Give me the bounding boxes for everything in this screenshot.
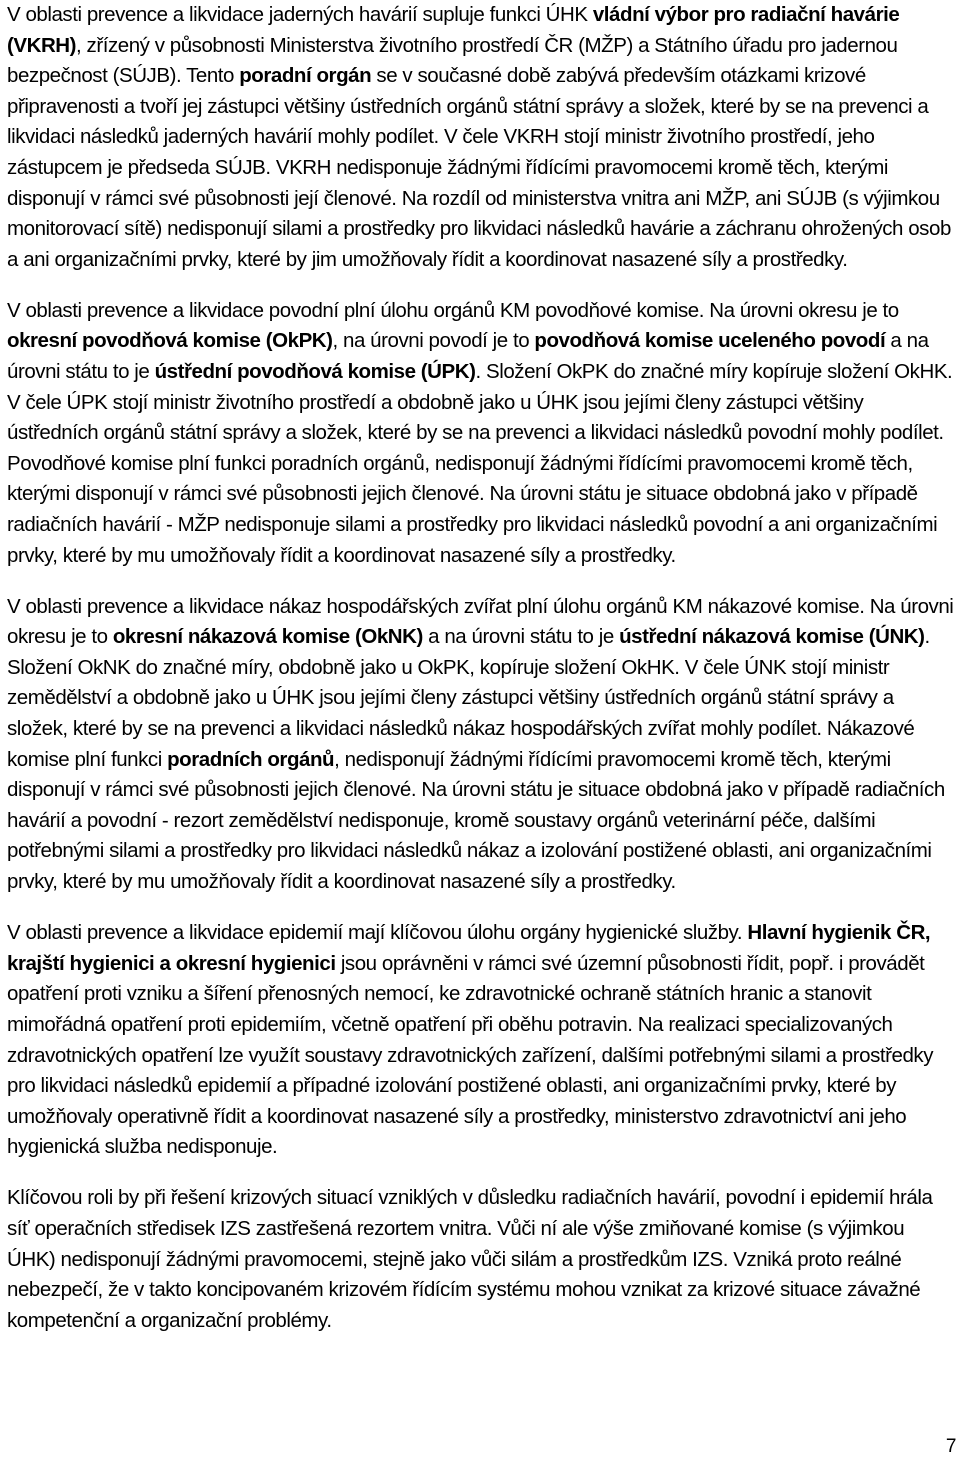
text-run-bold: ústřední nákazová komise (ÚNK) xyxy=(619,625,925,649)
text-run: V oblasti prevence a likvidace nákaz hospodářských zvířat plní úlohu orgánů KM nákazové komise. Na úrovni okresu je to xyxy=(7,594,954,649)
text-run: se v současné době zabývá především otázkami krizové připravenosti a tvoří jej zástupci většiny ústředních orgánů státní správy a složek, které by se na prevenci a likvidaci následků jaderných havárií mohly podílet. V čele VKRH stojí ministr životního prostředí, jeho zástupcem je předseda SÚJB. VKRH nedisponuje žádnými řídícími pravomocemi kromě těch, kterými disponují v rámci své působnosti její členové. Na rozdíl od ministerstva vnitra ani MŽP, ani SÚJB (s výjimkou monitorovací sítě) nedisponují silami a prostředky pro likvidaci následků havárie a záchranu ohrožených osob a ani organizačními prvky, které by jim umožňovaly řídit a koordinovat nasazené síly a prostředky. xyxy=(7,64,951,271)
text-run: . Složení OkNK do značné míry, obdobně jako u OkPK, kopíruje složení OkHK. V čele ÚNK stojí ministr zemědělství a obdobně jako u ÚHK jsou jejími členy zástupci většiny ústředních orgánů státní správy a složek, které by se na prevenci a likvidaci následků nákaz hospodářských zvířat mohly podílet. Nákazové komise plní funkci xyxy=(7,625,930,771)
text-run-bold: poradní orgán xyxy=(239,64,372,88)
text-run: , nedisponují žádnými řídícími pravomocemi kromě těch, kterými disponují v rámci své působnosti jejich členové. Na úrovni státu je situace obdobná jako v případě radiačních havárií a povodní - rezort zemědělství nedisponuje, kromě soustavy orgánů veterinární péče, dalšími potřebnými silami a prostředky pro likvidaci následků nákaz a izolování postižené oblasti, ani organizačními prvky, které by mu umožňovaly řídit a koordinovat nasazené síly a prostředky. xyxy=(7,747,945,894)
text-run: jsou oprávněni v rámci své územní působnosti řídit, popř. i provádět opatření proti vzniku a šíření přenosných nemocí, ke zdravotnické ochraně státních hranic a stanovit mimořádná opatření proti epidemiím, včetně opatření při oběhu potravin. Na realizaci specializovaných zdravotnických opatření lze využít soustavy zdravotnických zařízení, dalšími potřebnými silami a prostředky pro likvidaci následků epidemií a případné izolování postižené oblasti, ani organizačními prvky, které by umožňovaly operativně řídit a koordinovat nasazené síly a prostředky, ministerstvo zdravotnictví ani jeho hygienická služba nedisponuje. xyxy=(7,951,933,1159)
text-run: . Složení OkPK do značné míry kopíruje složení OkHK. V čele ÚPK stojí ministr životního prostředí a obdobně jako u ÚHK jsou jejími členy zástupci většiny ústředních orgánů státní správy a složek, které by se na prevenci a likvidaci následků povodní mohly podílet. Povodňové komise plní funkci poradních orgánů, nedisponují žádnými řídícími pravomocemi kromě těch, kterými disponují v rámci své působnosti jejich členové. Na úrovni státu je situace obdobná jako v případě radiačních havárií - MŽP nedisponuje silami a prostředky pro likvidaci následků povodní a ani organizačními prvky, které by mu umožňovaly řídit a koordinovat nasazené síly a prostředky. xyxy=(7,360,953,567)
paragraph-vkrh xyxy=(7,0,956,275)
text-run: V oblasti prevence a likvidace povodní plní úlohu orgánů KM povodňové komise. Na úrovni okresu je to xyxy=(7,298,899,322)
paragraph-povodne xyxy=(7,296,956,571)
paragraph-izs xyxy=(7,1183,956,1336)
text-run: Klíčovou roli by při řešení krizových situací vzniklých v důsledku radiačních havárií, povodní i epidemií hrála síť operačních středisek IZS zastřešená rezortem vnitra. Vůči ní ale výše zmiňované komise (s výjimkou ÚHK) nedisponují žádnými pravomocemi, stejně jako vůči silám a prostředkům IZS. Vzniká proto reálné nebezpečí, že v takto koncipovaném krizovém řídícím systému mohou vznikat za krizové situace závažné kompetenční a organizační problémy. xyxy=(7,1186,933,1332)
text-run-bold: vládní výbor pro radiační havárie (VKRH) xyxy=(7,3,900,57)
text-run: , zřízený v působnosti Ministerstva životního prostředí ČR (MŽP) a Státního úřadu pro jadernou bezpečnost (SÚJB). Tento xyxy=(7,33,898,88)
text-run-bold: okresní nákazová komise (OkNK) xyxy=(112,625,423,649)
text-run-bold: povodňová komise uceleného povodí xyxy=(534,329,886,353)
text-run-bold: ústřední povodňová komise (ÚPK) xyxy=(154,360,476,384)
paragraph-epidemie xyxy=(7,918,956,1163)
text-run: V oblasti prevence a likvidace epidemií mají klíčovou úlohu orgány hygienické služby. xyxy=(7,921,748,945)
text-run-bold: Hlavní hygienik ČR, krajští hygienici a okresní hygienici xyxy=(7,921,931,975)
text-run: , na úrovni povodí je to xyxy=(332,329,535,353)
text-run-bold: okresní povodňová komise (OkPK) xyxy=(7,329,333,353)
text-run: a na úrovni státu to je xyxy=(422,625,620,649)
text-run: a na úrovni státu to je xyxy=(7,329,929,384)
paragraph-nakazy xyxy=(7,592,956,898)
text-run: V oblasti prevence a likvidace jaderných havárií supluje funkci ÚHK xyxy=(7,3,593,26)
text-run-bold: poradních orgánů xyxy=(167,747,335,771)
page-number: 7 xyxy=(945,1436,956,1457)
